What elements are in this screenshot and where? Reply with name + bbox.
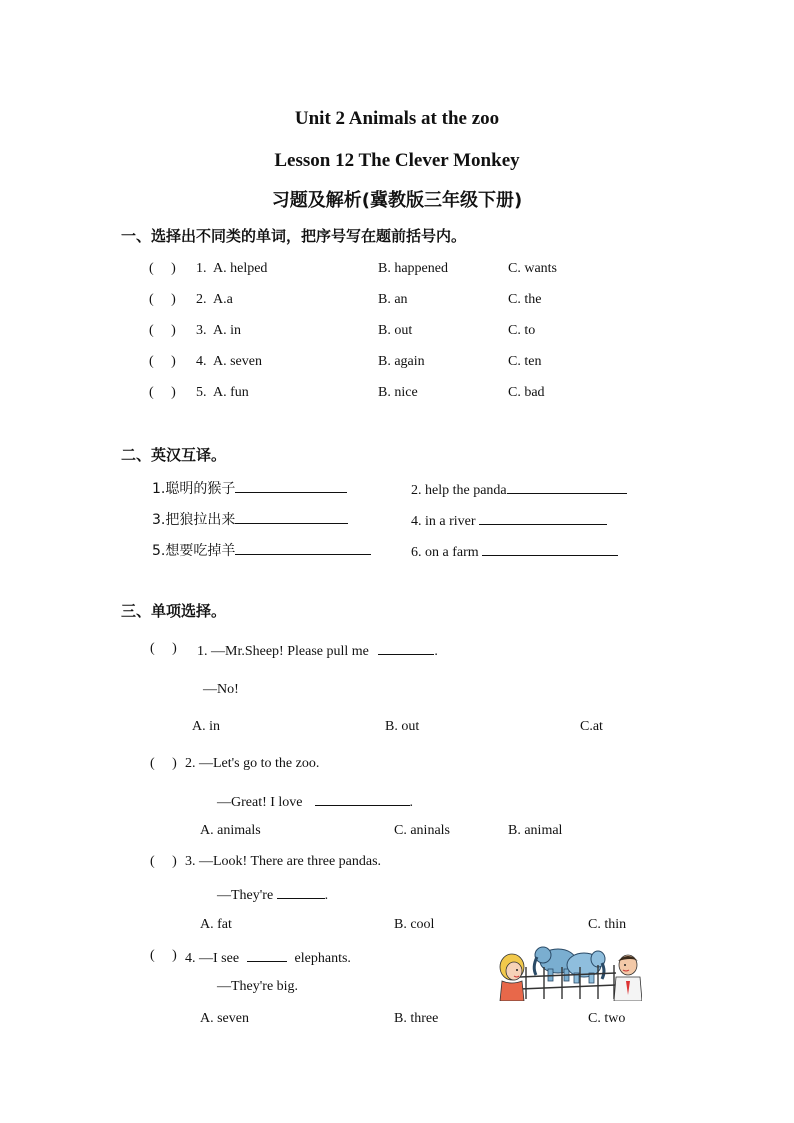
answer-paren[interactable]: ( ) xyxy=(150,641,177,656)
option-b: B. nice xyxy=(378,385,418,400)
answer-paren[interactable]: ( ) xyxy=(149,323,176,338)
reply-text: —Great! I love . xyxy=(217,795,414,810)
answer-blank[interactable] xyxy=(378,642,434,655)
question-text: 2. —Let's go to the zoo. xyxy=(185,756,320,771)
option-c: C. wants xyxy=(508,261,557,276)
answer-paren[interactable]: ( ) xyxy=(149,385,176,400)
answer-blank[interactable] xyxy=(235,480,347,493)
answer-blank[interactable] xyxy=(235,542,371,555)
option-a: A. in xyxy=(213,323,241,338)
answer-blank[interactable] xyxy=(247,949,287,962)
item-number: 5. xyxy=(196,385,207,400)
item-number: 1. xyxy=(196,261,207,276)
option-a: A.a xyxy=(213,292,233,307)
answer-blank[interactable] xyxy=(482,543,618,556)
option-b: B. out xyxy=(385,719,420,734)
answer-paren[interactable]: ( ) xyxy=(150,854,177,869)
option-c: C. thin xyxy=(588,917,627,932)
option-c: C. two xyxy=(588,1011,626,1026)
answer-paren[interactable]: ( ) xyxy=(150,756,177,771)
boy-icon xyxy=(614,955,642,1001)
answer-blank[interactable] xyxy=(277,886,325,899)
option-b: B. an xyxy=(378,292,408,307)
option-b: B. out xyxy=(378,323,413,338)
option-c: C.at xyxy=(580,719,603,734)
translate-prompt: 1.聪明的猴子 xyxy=(152,480,347,496)
option-a: A. fun xyxy=(213,385,249,400)
reply-text: —They're big. xyxy=(217,979,299,994)
translate-prompt: 5.想要吃掉羊 xyxy=(152,542,371,558)
option-a: A. animals xyxy=(200,823,261,838)
option-c: B. animal xyxy=(508,823,563,838)
section2-heading: 二、英汉互译。 xyxy=(121,446,227,464)
section1-heading: 一、选择出不同类的单词，把序号写在题前括号内。 xyxy=(121,227,467,245)
answer-paren[interactable]: ( ) xyxy=(149,261,176,276)
answer-paren[interactable]: ( ) xyxy=(149,292,176,307)
option-a: A. seven xyxy=(213,354,262,369)
item-number: 4. xyxy=(196,354,207,369)
answer-paren[interactable]: ( ) xyxy=(149,354,176,369)
answer-blank[interactable] xyxy=(315,793,410,806)
translate-prompt: 3.把狼拉出来 xyxy=(152,511,348,527)
answer-blank[interactable] xyxy=(507,481,627,494)
question-text: 3. —Look! There are three pandas. xyxy=(185,854,382,869)
lesson-title: Lesson 12 The Clever Monkey xyxy=(274,150,520,171)
option-b: C. aninals xyxy=(394,823,450,838)
option-b: B. three xyxy=(394,1011,439,1026)
answer-paren[interactable]: ( ) xyxy=(150,948,177,963)
elephant-icon xyxy=(567,951,605,983)
translate-prompt: 2. help the panda xyxy=(411,481,627,498)
option-c: C. bad xyxy=(508,385,545,400)
question-text: 1. —Mr.Sheep! Please pull me . xyxy=(197,644,438,659)
option-a: A. in xyxy=(192,719,220,734)
elephants-zoo-illustration xyxy=(496,937,642,1001)
option-b: B. again xyxy=(378,354,425,369)
answer-blank[interactable] xyxy=(479,512,607,525)
option-c: C. the xyxy=(508,292,542,307)
option-a: A. fat xyxy=(200,917,232,932)
option-c: C. to xyxy=(508,323,536,338)
subtitle: 习题及解析(冀教版三年级下册) xyxy=(271,190,523,211)
translate-prompt: 4. in a river xyxy=(411,512,607,529)
section3-heading: 三、单项选择。 xyxy=(121,602,227,620)
translate-prompt: 6. on a farm xyxy=(411,543,618,560)
option-c: C. ten xyxy=(508,354,542,369)
unit-title: Unit 2 Animals at the zoo xyxy=(294,108,500,129)
question-text: 4. —I see elephants. xyxy=(185,951,351,966)
option-a: A. helped xyxy=(213,261,268,276)
option-b: B. cool xyxy=(394,917,435,932)
answer-blank[interactable] xyxy=(235,511,348,524)
item-number: 3. xyxy=(196,323,207,338)
option-b: B. happened xyxy=(378,261,448,276)
item-number: 2. xyxy=(196,292,207,307)
reply-text: —No! xyxy=(203,682,239,697)
reply-text: —They're . xyxy=(217,888,329,903)
option-a: A. seven xyxy=(200,1011,249,1026)
